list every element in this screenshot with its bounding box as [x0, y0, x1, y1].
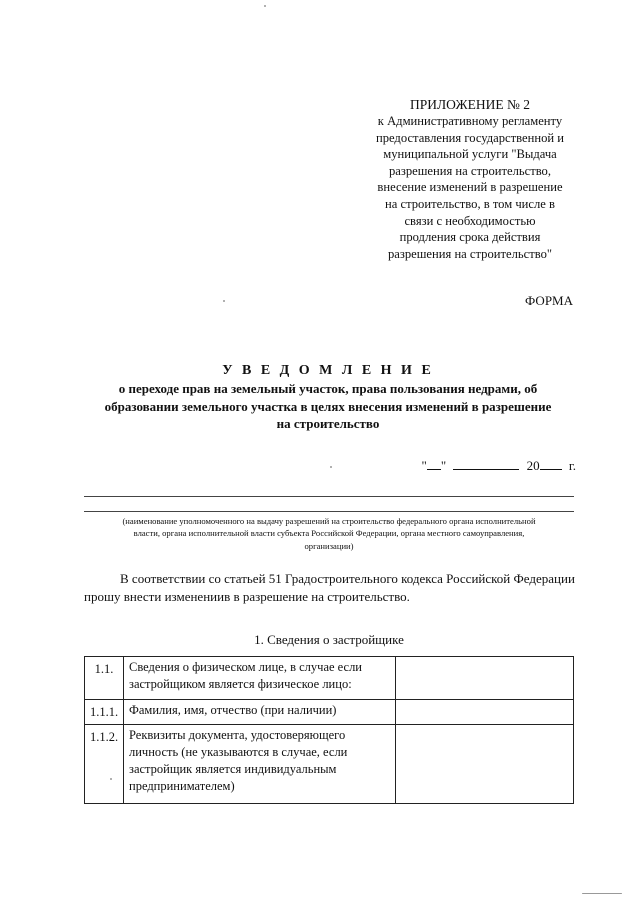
appendix-line: внесение изменений в разрешение — [377, 180, 563, 195]
date-quote-open: " — [421, 458, 427, 473]
notice-title-block — [80, 362, 576, 433]
row-label: Сведения о физическом лице, в случае если застройщиком является физическое лицо: — [124, 657, 396, 700]
appendix-line: муниципальной услуги "Выдача — [383, 147, 557, 162]
applicant-info-table — [84, 656, 574, 804]
scan-speck — [223, 300, 225, 302]
row-label: Фамилия, имя, отчество (при наличии) — [124, 700, 396, 725]
table-row — [85, 657, 574, 700]
date-quote-close: " — [440, 458, 447, 473]
year-suffix: г. — [568, 458, 576, 473]
date-field — [422, 457, 577, 474]
authority-caption — [84, 515, 574, 552]
section-title: 1. Сведения о застройщике — [254, 632, 404, 647]
appendix-line: к Административному регламенту — [377, 114, 563, 128]
appendix-line: разрешения на строительство, — [388, 163, 552, 178]
row-number: 1.1. — [85, 657, 124, 700]
appendix-line: разрешения на строительство" — [387, 246, 553, 261]
row-value-field[interactable] — [396, 700, 574, 725]
intro-paragraph: В соответствии со статьей 51 Градостроительного кодекса Российской Федерации прошу внести изменениив в разрешение на строительство. — [84, 571, 575, 604]
scan-speck — [582, 893, 622, 894]
notice-subtitle-line: образовании земельного участка в целях внесения изменений в разрешение — [104, 398, 552, 414]
year-prefix: 20 — [526, 458, 540, 473]
appendix-line: продления срока действия — [399, 230, 541, 245]
caption-line: (наименование уполномоченного на выдачу разрешений на строительство федерального органа исполнительной — [122, 516, 536, 526]
scan-speck — [110, 778, 112, 780]
authority-blank-line[interactable] — [84, 496, 574, 497]
caption-line: власти, органа исполнительной власти субъекта Российской Федерации, органа местного самоуправления, — [133, 528, 525, 539]
appendix-line: на строительство, в том числе в — [385, 196, 555, 211]
caption-line: организации) — [304, 540, 354, 551]
row-label: Реквизиты документа, удостоверяющего личность (не указываются в случае, если застройщик является индивидуальным предпринимателем) — [124, 725, 396, 804]
appendix-number: ПРИЛОЖЕНИЕ № 2 — [409, 97, 531, 112]
notice-subtitle-line: о переходе прав на земельный участок, права пользования недрами, об — [118, 381, 538, 396]
notice-title: У В Е Д О М Л Е Н И Е — [222, 363, 434, 378]
appendix-line: предоставления государственной и — [375, 130, 565, 145]
table-row — [85, 700, 574, 725]
appendix-header-block — [352, 96, 588, 262]
row-number: 1.1.1. — [85, 700, 124, 725]
row-value-field[interactable] — [396, 657, 574, 700]
authority-blank-line-2[interactable] — [84, 511, 574, 512]
scan-speck — [264, 5, 266, 7]
month-blank[interactable] — [453, 457, 519, 470]
year-blank[interactable] — [540, 457, 562, 470]
scan-speck — [330, 466, 332, 468]
row-number: 1.1.2. — [85, 725, 124, 804]
row-value-field[interactable] — [396, 725, 574, 804]
form-label: ФОРМА — [525, 293, 573, 308]
table-row — [85, 725, 574, 804]
appendix-line: связи с необходимостью — [404, 213, 536, 228]
day-blank[interactable] — [427, 457, 441, 470]
notice-subtitle-line: на строительство — [276, 416, 380, 431]
